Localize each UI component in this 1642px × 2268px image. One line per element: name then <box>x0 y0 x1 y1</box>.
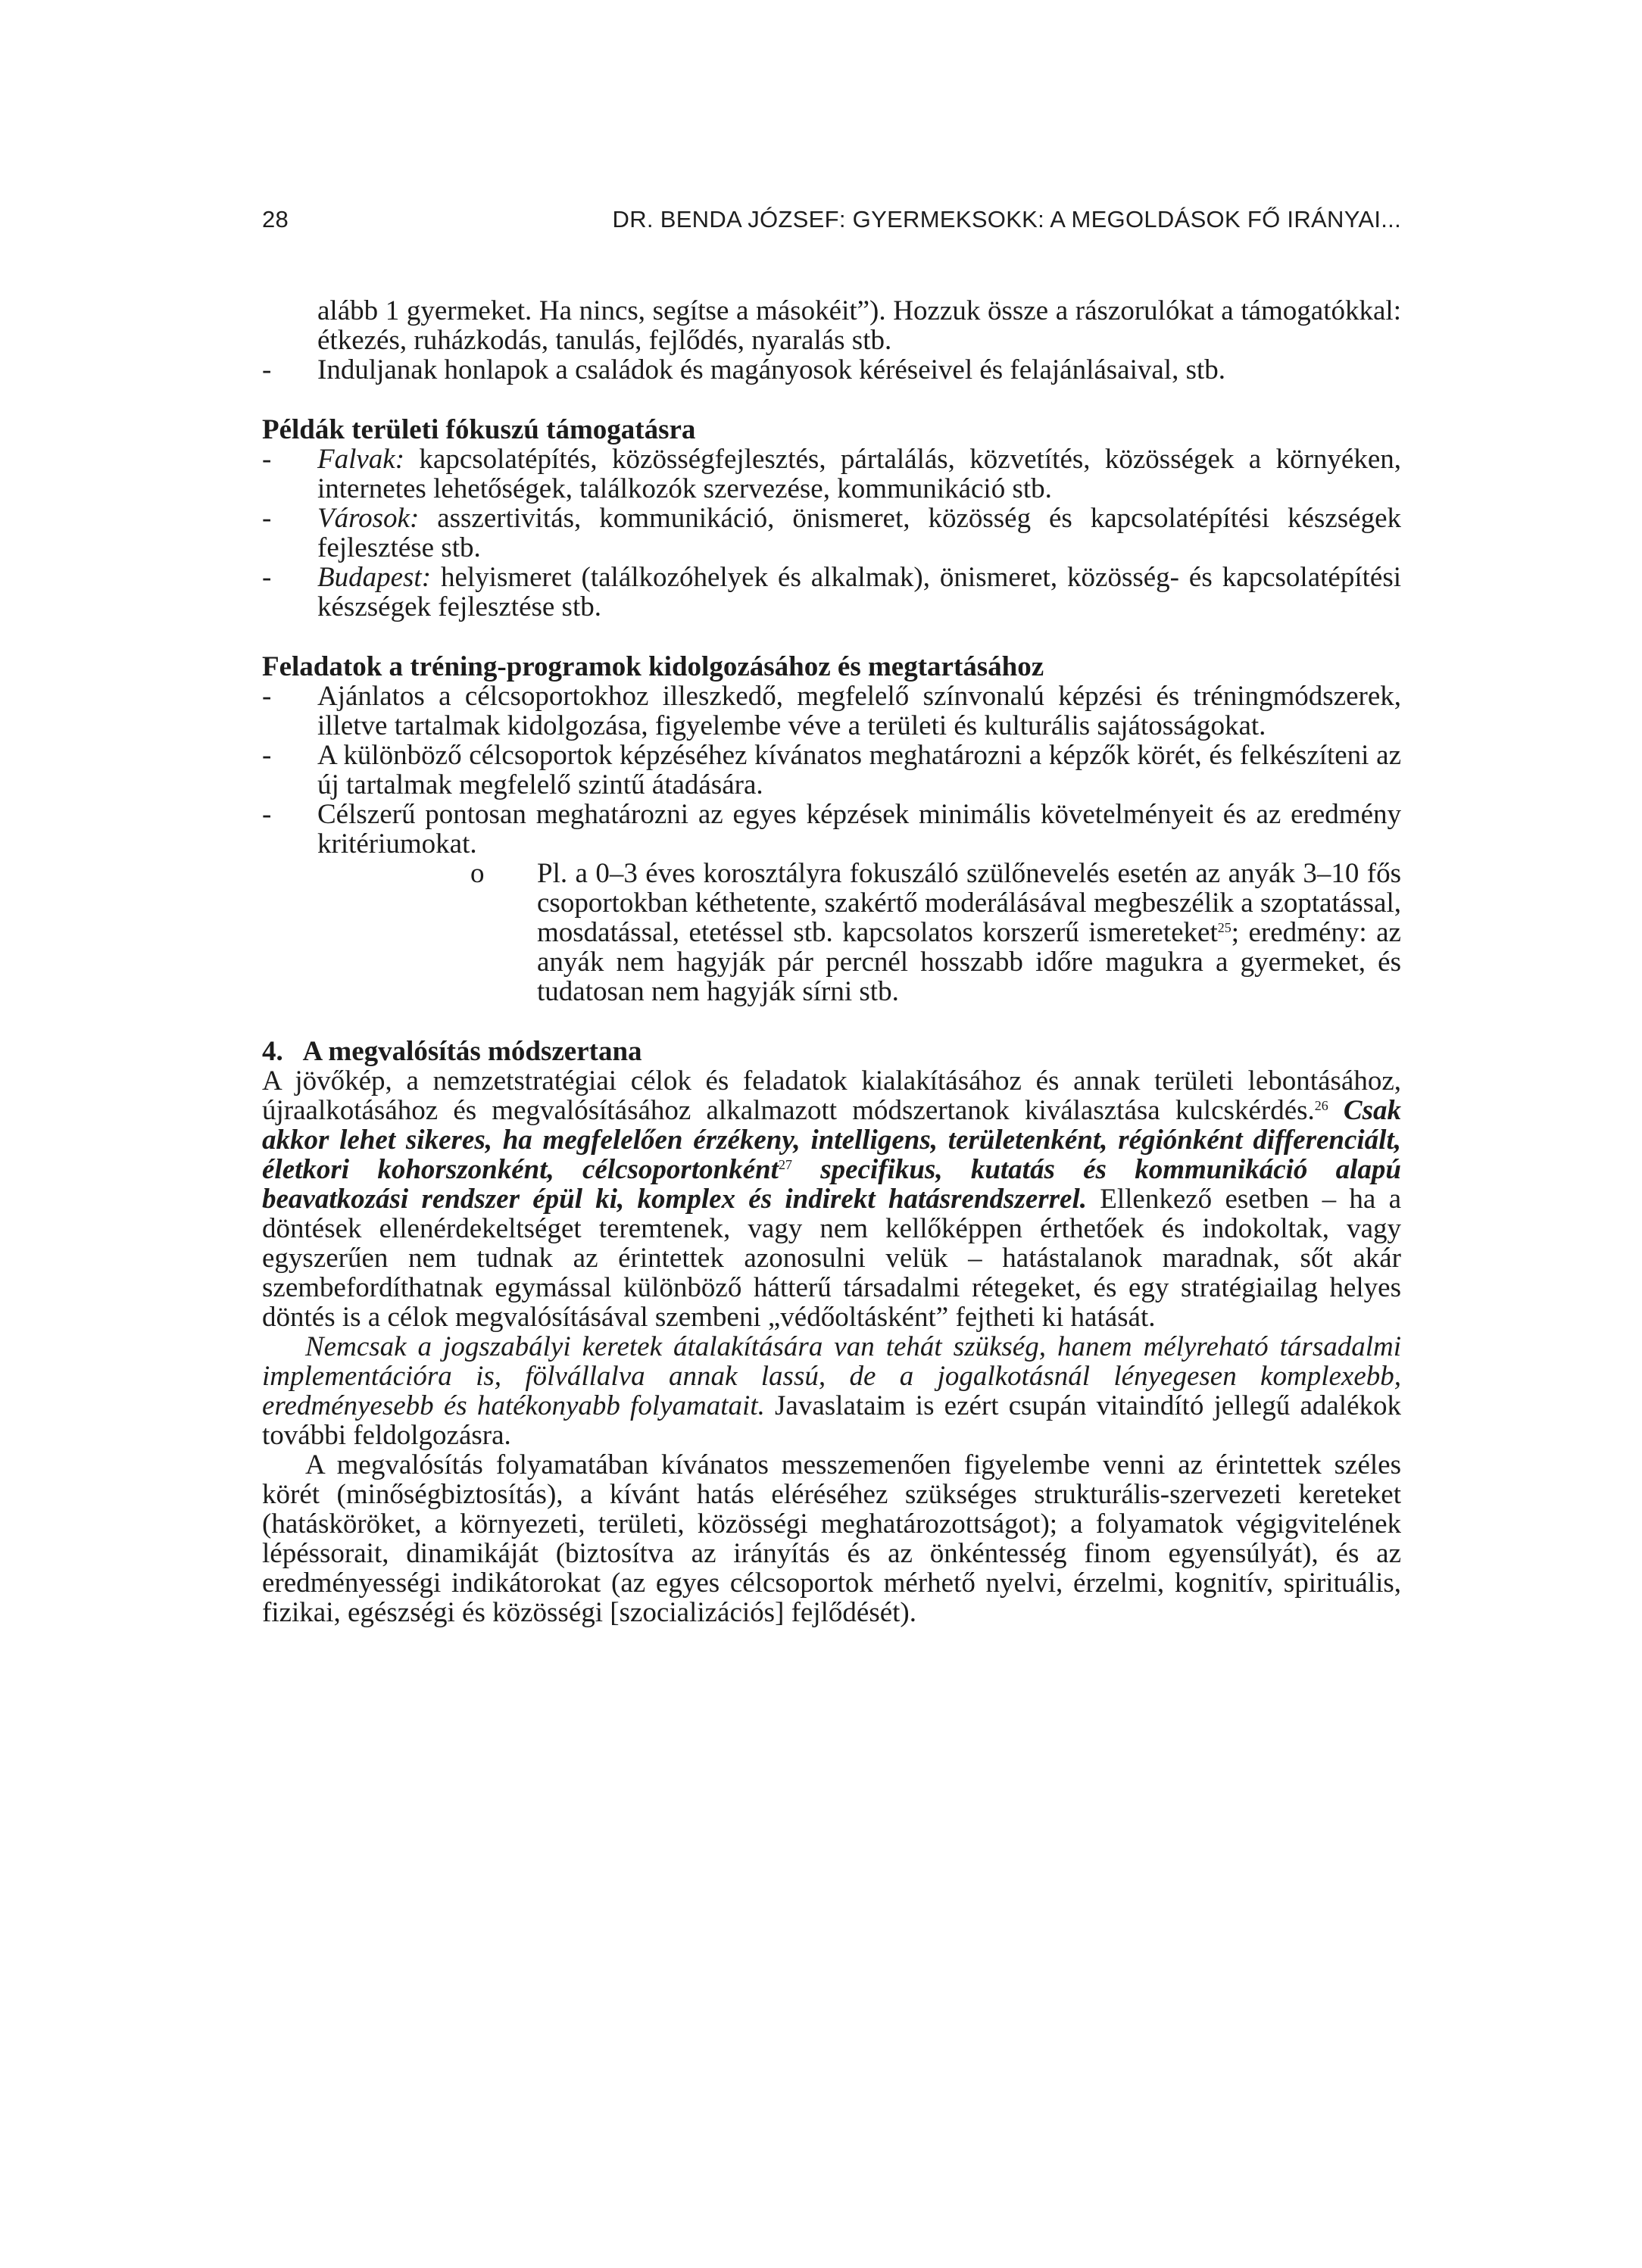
list-item-text: Ajánlatos a célcsoportokhoz illeszkedő, megfelelő színvonalú képzési és tréningmódszerek, illetve tartalmak kidolgozása, figyelembe véve a területi és kulturális sajátosságokat. <box>317 681 1401 741</box>
footnote-ref: 26 <box>1314 1098 1328 1113</box>
list-item <box>262 800 1401 859</box>
list-item-text <box>317 504 1401 563</box>
section-heading-training: Feladatok a tréning-programok kidolgozásához és megtartásához <box>262 651 1044 682</box>
item-body: asszertivitás, kommunikáció, önismeret, közösség és kapcsolatépítési készségek fejlesztése stb. <box>317 503 1401 563</box>
list-item <box>262 355 1401 385</box>
dash-bullet: - <box>262 444 272 475</box>
item-body: kapcsolatépítés, közösségfejlesztés, pártalálás, közvetítés, közösségek a környéken, internetes lehetőségek, találkozók szervezése, kommunikáció stb. <box>317 444 1401 504</box>
running-title: DR. BENDA JÓZSEF: GYERMEKSOKK: A MEGOLDÁSOK FŐ IRÁNYAI... <box>612 206 1401 232</box>
sub-list-item-text: Pl. a 0–3 éves korosztályra fokuszáló szülőnevelés esetén az anyák 3–10 fős csoportokban kéthetente, szakértő moderálásával megbeszélik a szoptatással, mosdatással, etetéssel stb. kapcsolatos korszerű ismereteket$^{25}$; eredmény: az anyák nem hagyják pár percnél hosszabb időre magukra a gyermeket, és tudatosan nem hagyják sírni stb. <box>537 858 1401 1007</box>
list-item-text: A különböző célcsoportok képzéséhez kívánatos meghatározni a képzők körét, és felkészíteni az új tartalmak megfelelő szintű átadására. <box>317 740 1401 800</box>
item-body: helyismeret (találkozóhelyek és alkalmak), önismeret, közösség- és kapcsolatépítési készségek fejlesztése stb. <box>317 562 1401 622</box>
method-paragraph-2: Nemcsak a jogszabályi keretek átalakítására van tehát szükség, hanem mélyreható társadalmi implementációra is, fölvállalva annak lassú, de a jogalkotásnál lényegesen komplexebb, eredményesebb és hatékonyabb folyamatait. Javaslataim is ezért csupán vitaindító jellegű adalékok további feldolgozásra. <box>262 1331 1402 1451</box>
sub-list-item <box>262 859 1401 1006</box>
list-item <box>262 682 1401 741</box>
item-label: Falvak: <box>317 444 405 475</box>
italic-text: Nemcsak a jogszabályi keretek átalakítására van tehát szükség, hanem mélyreható társadalmi implementációra is, fölvállalva annak lassú, de a jogalkotásnál lényegesen komplexebb, eredményesebb és hatékonyabb folyamatait. <box>262 1331 1401 1421</box>
list-item-text: Induljanak honlapok a családok és magányosok kéréseivel és felajánlásaival, stb. <box>317 354 1226 385</box>
section-heading-regional: Példák területi fókuszú támogatásra <box>262 414 696 445</box>
continuation-paragraph: alább 1 gyermeket. Ha nincs, segítse a másokéit”). Hozzuk össze a rászorulókat a támogatókkal: étkezés, ruházkodás, tanulás, fejlődés, nyaralás stb. <box>317 295 1401 356</box>
list-item <box>262 563 1401 622</box>
list-item <box>262 445 1401 504</box>
page-number: 28 <box>262 206 289 232</box>
dash-bullet: - <box>262 799 272 830</box>
item-label: Városok: <box>317 503 420 534</box>
footnote-ref: 27 <box>778 1157 792 1172</box>
dash-bullet: - <box>262 503 272 534</box>
dash-bullet: - <box>262 681 272 712</box>
emphasis-text: Csak akkor lehet sikeres, ha megfelelően érzékeny, intelligens, területenként, régiónként differenciált, életkori kohorszonként, célcsoportonként <box>262 1095 1401 1185</box>
list-item <box>262 504 1401 563</box>
list-item-text <box>317 445 1401 504</box>
list-item-text <box>317 563 1401 622</box>
list-item <box>262 741 1401 800</box>
method-paragraph-1: A jövőkép, a nemzetstratégiai célok és feladatok kialakításához és annak területi lebontásához, újraalkotásához és megvalósításához alkalmazott módszertanok kiválasztása kulcskérdés.$^{26}$ Csak akkor lehet sikeres, ha megfelelően érzékeny, intelligens, területenként, régiónként differenciált, életkori kohorszonként, célcsoportonként$^{27}$ specifikus, kutatás és kommunikáció alapú beavatkozási rendszer épül ki, komplex és indirekt hatásrendszerrel. Ellenkező esetben – ha a döntések ellenérdekeltséget teremtenek, vagy nem kellőképpen érthetőek és indokoltak, vagy egyszerűen nem tudnak az érintettek azonosulni velük – hatástalanok maradnak, sőt akár szembefordíthatnak egymással különböző hátterű társadalmi rétegeket, és egy stratégiailag helyes döntés is a célok megvalósításával szembeni „védőoltásként” fejtheti ki hatását. <box>262 1065 1402 1333</box>
dash-bullet: - <box>262 562 272 593</box>
footnote-ref: 25 <box>1217 920 1232 935</box>
emphasis-text: specifikus, kutatás és kommunikáció alapú beavatkozási rendszer épül ki, komplex és indirekt hatásrendszerrel. <box>262 1154 1402 1215</box>
method-paragraph-3: A megvalósítás folyamatában kívánatos messzemenően figyelembe venni az érintettek széles körét (minőségbiztosítás), a kívánt hatás eléréséhez szükséges strukturális-szervezeti kereteket (hatásköröket, a környezeti, területi, közösségi meghatározottságot); a folyamatok végigvitelének lépéssorait, dinamikáját (biztosítva az irányítás és az önkéntesség finom egyensúlyát), és az eredményességi indikátorokat (az egyes célcsoportok mérhető nyelvi, érzelmi, kognitív, spirituális, fizikai, egészségi és közösségi [szocializációs] fejlődését). <box>262 1449 1401 1628</box>
circle-bullet: o <box>470 858 485 889</box>
section-heading-method: 4. A megvalósítás módszertana <box>262 1036 642 1067</box>
page-body <box>262 296 1401 1627</box>
item-label: Budapest: <box>317 562 432 593</box>
dash-bullet: - <box>262 740 272 771</box>
dash-bullet: - <box>262 354 272 385</box>
list-item-text: Célszerű pontosan meghatározni az egyes képzések minimális követelményeit és az eredmény kritériumokat. <box>317 799 1401 859</box>
